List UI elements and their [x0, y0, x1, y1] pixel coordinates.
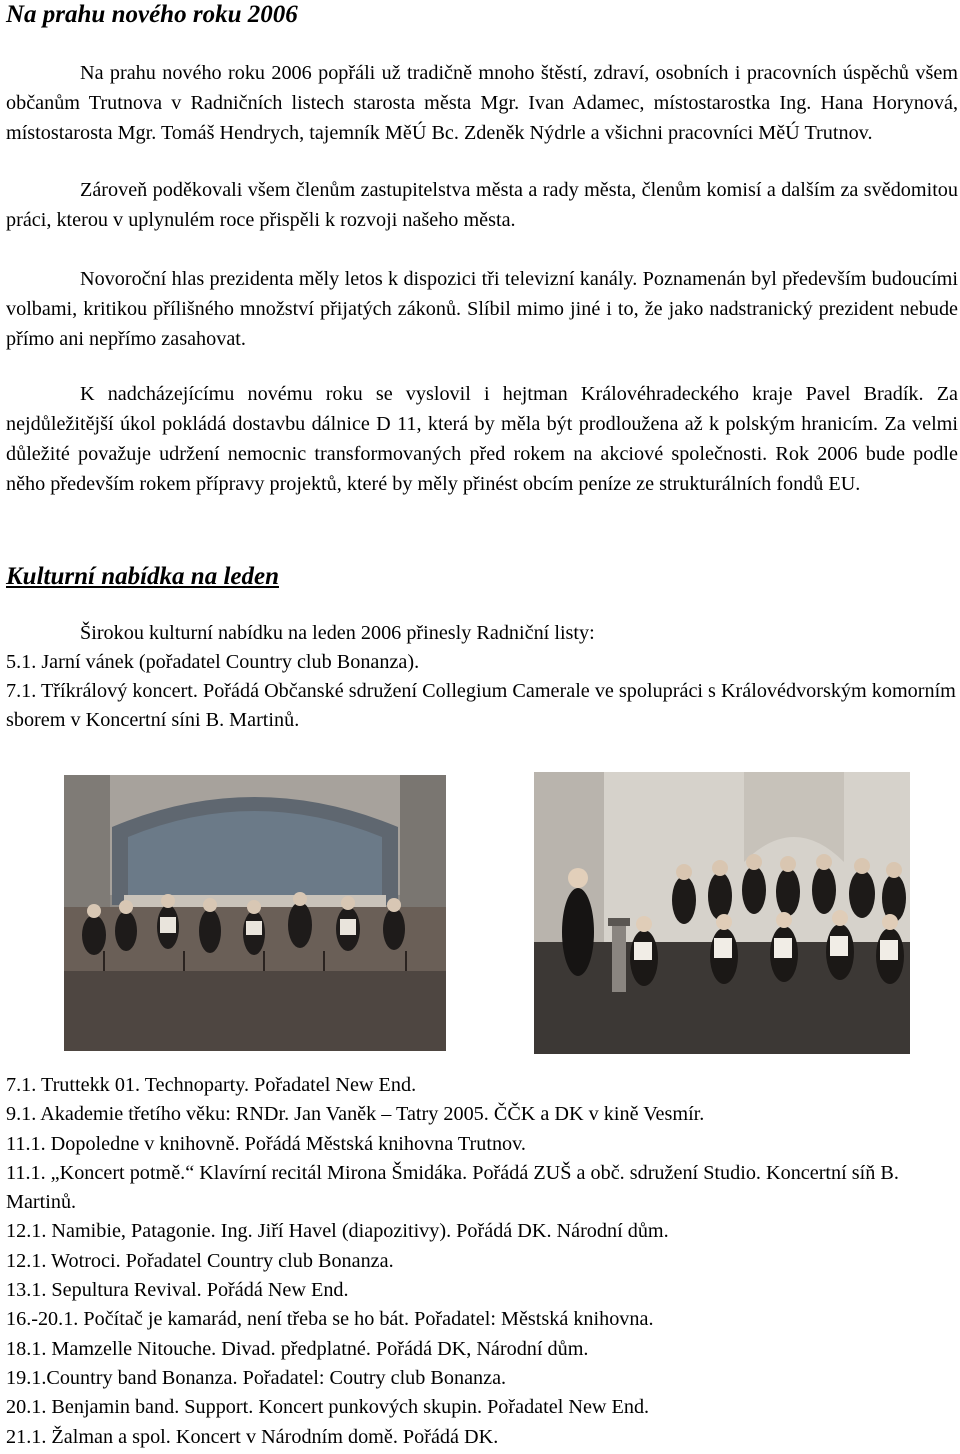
event-item: 21.1. Žalman a spol. Koncert v Národním domě. Pořádá DK.	[6, 1425, 499, 1448]
section-title-culture: Kulturní nabídka na leden	[6, 563, 279, 590]
paragraph-president: Novoroční hlas prezidenta měly letos k dispozici tři televizní kanály. Poznamenán byl především budoucími volbami, kritikou přílišného množství přijatých zákonů. Slíbil mimo jiné i to, že jako nadstranický prezident nebude přímo ani nepřímo zasahovat.	[6, 268, 958, 350]
event-item: 11.1. Dopoledne v knihovně. Pořádá Městská knihovna Trutnov.	[6, 1132, 526, 1155]
paragraph-thanks: Zároveň poděkovali všem členům zastupitelstva města a rady města, členům komisí a dalším za svědomitou práci, kterou v uplynulém roce přispěli k rozvoji našeho města.	[6, 179, 958, 231]
photo-string-ensemble-image	[64, 775, 446, 1051]
event-item: 20.1. Benjamin band. Support. Koncert punkových skupin. Pořadatel New End.	[6, 1396, 650, 1419]
event-item: 11.1. „Koncert potmě.“ Klavírní recitál Mirona Šmidáka. Pořádá ZUŠ a obč. sdružení Studio. Koncertní síň B. Martinů.	[6, 1161, 899, 1214]
photo-string-ensemble	[64, 775, 446, 1051]
photo-choir-concert	[534, 772, 910, 1054]
event-item: 5.1. Jarní vánek (pořadatel Country club Bonanza).	[6, 651, 420, 673]
event-item: 19.1.Country band Bonanza. Pořadatel: Coutry club Bonanza.	[6, 1366, 507, 1389]
event-item: 16.-20.1. Počítač je kamarád, není třeba se ho bát. Pořadatel: Městská knihovna.	[6, 1308, 654, 1331]
event-list-bottom	[6, 1071, 960, 1452]
event-item: 7.1. Truttekk 01. Technoparty. Pořadatel New End.	[6, 1074, 417, 1096]
event-item: 9.1. Akademie třetího věku: RNDr. Jan Vaněk – Tatry 2005. ČČK a DK v kině Vesmír.	[6, 1103, 705, 1126]
event-list-top	[6, 648, 958, 735]
paragraph-greetings: Na prahu nového roku 2006 popřáli už tradičně mnoho štěstí, zdraví, osobních i pracovních úspěchů všem občanům Trutnova v Radničních listech starosta města Mgr. Ivan Adamec, místostarostka Ing. Hana Horynová, místostarosta Mgr. Tomáš Hendrych, tajemník MěÚ Bc. Zdeněk Nýdrle a všichni pracovníci MěÚ Trutnov.	[6, 62, 958, 144]
event-item: 18.1. Mamzelle Nitouche. Divad. předplatné. Pořádá DK, Národní dům.	[6, 1337, 589, 1360]
paragraph-culture-intro: Širokou kulturní nabídku na leden 2006 přinesly Radniční listy:	[80, 622, 595, 644]
event-item: 12.1. Wotroci. Pořadatel Country club Bonanza.	[6, 1249, 394, 1272]
event-item: 13.1. Sepultura Revival. Pořádá New End.	[6, 1279, 349, 1302]
photo-choir-concert-image	[534, 772, 910, 1054]
section-title-new-year: Na prahu nového roku 2006	[6, 1, 298, 28]
event-item: 7.1. Tříkrálový koncert. Pořádá Občanské sdružení Collegium Camerale ve spolupráci s Královédvorským komorním sborem v Koncertní síni B. Martinů.	[6, 680, 956, 731]
paragraph-governor: K nadcházejícímu novému roku se vyslovil i hejtman Královéhradeckého kraje Pavel Bradík. Za nejdůležitější úkol pokládá dostavbu dálnice D 11, která by měla být prodloužena až k polským hranicím. Za velmi důležité považuje udržení nemocnic transformovaných před rokem na akciové společnosti. Rok 2006 bude podle něho především rokem přípravy projektů, které by měly přinést obcím peníze ze strukturálních fondů EU.	[6, 383, 958, 495]
event-item: 12.1. Namibie, Patagonie. Ing. Jiří Havel (diapozitivy). Pořádá DK. Národní dům.	[6, 1220, 669, 1243]
